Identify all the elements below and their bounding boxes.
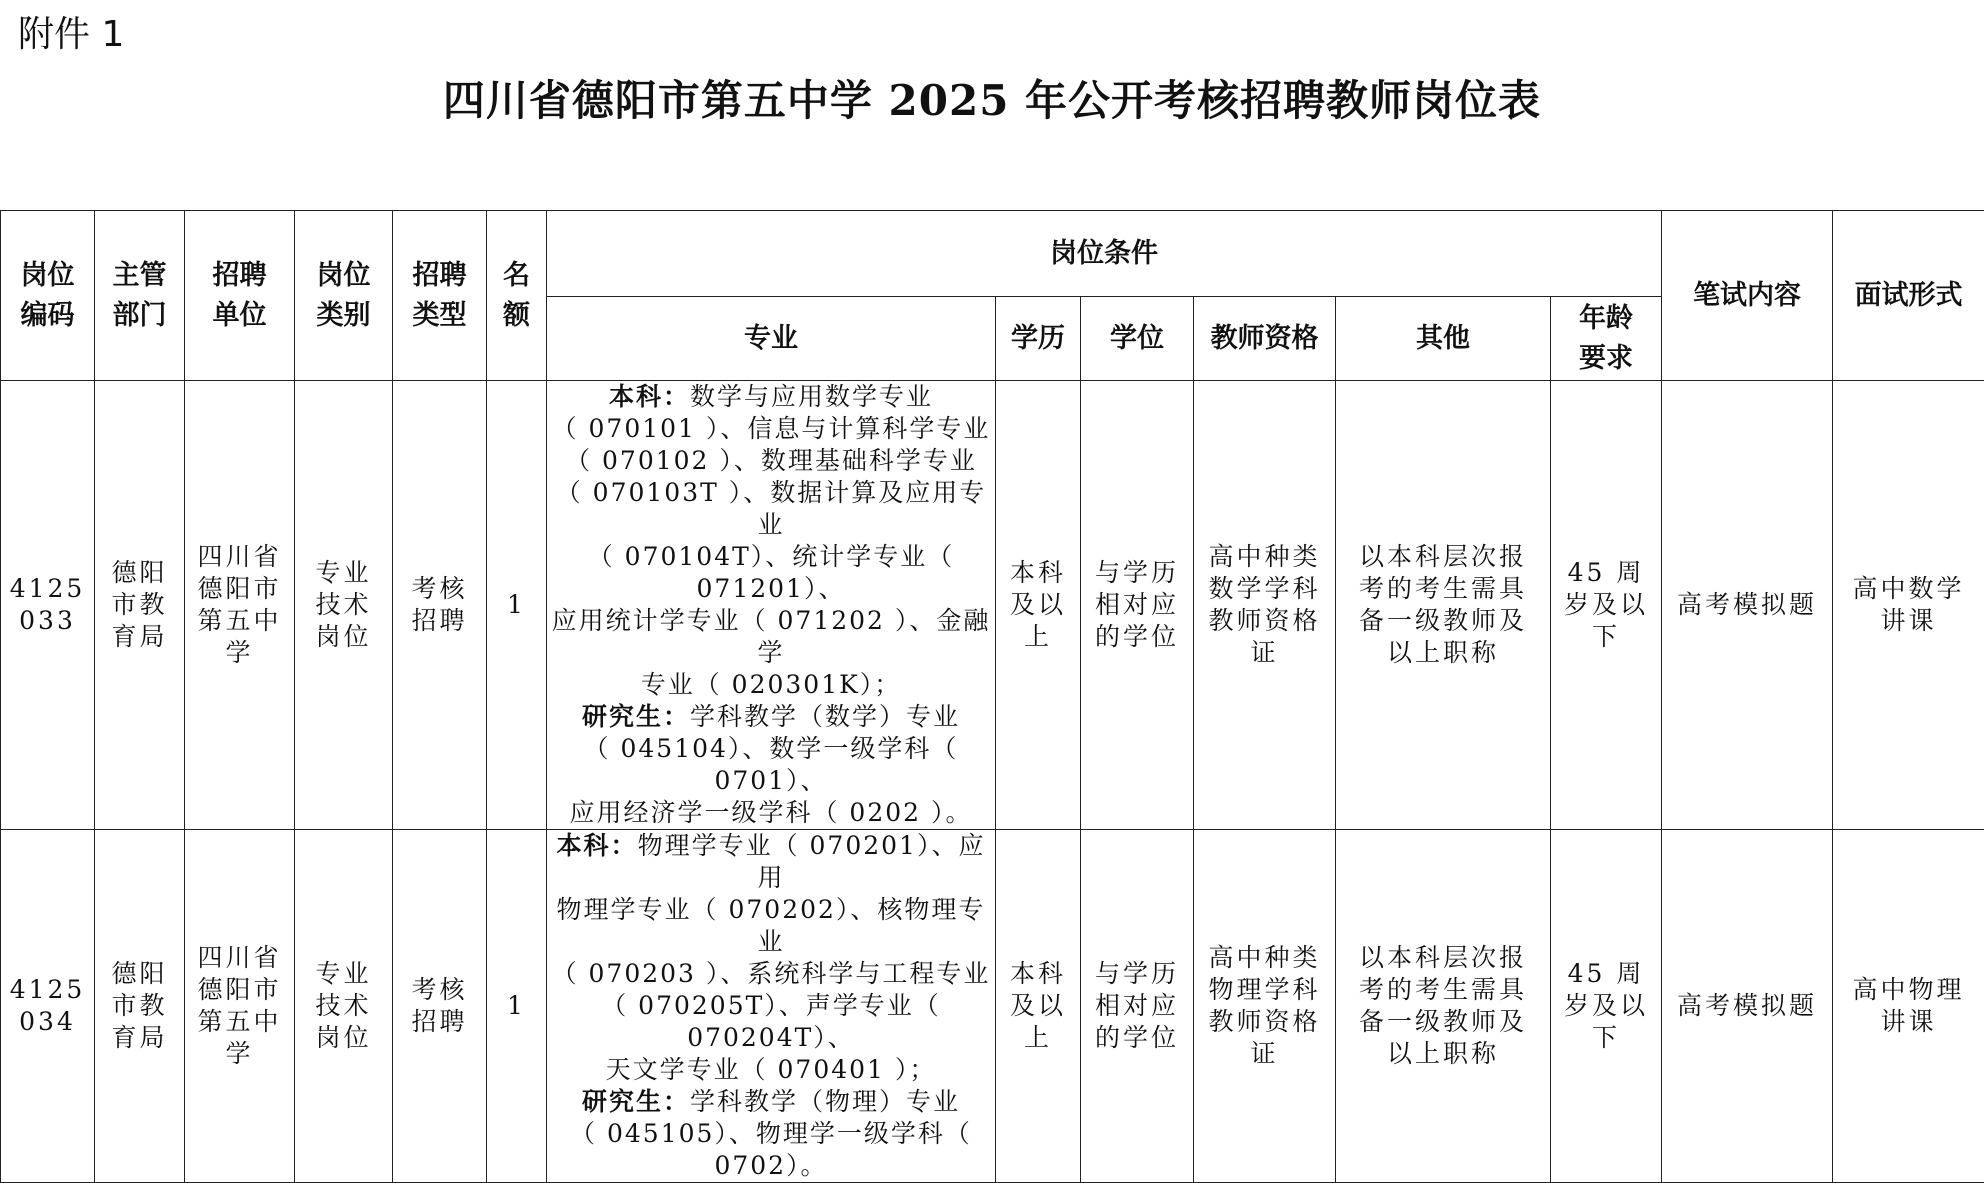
cell-degree: 与学历 相对应 的学位 bbox=[1081, 830, 1194, 1183]
cell-type: 考核 招聘 bbox=[393, 830, 487, 1183]
header-dept: 主管 部门 bbox=[95, 211, 185, 381]
cell-qualification: 高中种类 物理学科 教师资格 证 bbox=[1194, 830, 1336, 1183]
header-code: 岗位 编码 bbox=[1, 211, 95, 381]
header-qualification: 教师资格 bbox=[1194, 297, 1336, 381]
grad-label: 研究生： bbox=[582, 702, 690, 731]
undergrad-label: 本科： bbox=[557, 831, 638, 860]
cell-education: 本科 及以 上 bbox=[996, 830, 1081, 1183]
cell-age: 45 周 岁及以 下 bbox=[1551, 830, 1662, 1183]
cell-qualification: 高中种类 数学学科 教师资格 证 bbox=[1194, 381, 1336, 830]
header-interview: 面试形式 bbox=[1833, 211, 1984, 381]
header-written: 笔试内容 bbox=[1662, 211, 1833, 381]
header-type: 招聘 类型 bbox=[393, 211, 487, 381]
cell-degree: 与学历 相对应 的学位 bbox=[1081, 381, 1194, 830]
cell-dept: 德阳 市教 育局 bbox=[95, 830, 185, 1183]
table-row bbox=[1, 381, 1984, 830]
cell-quota: 1 bbox=[487, 830, 547, 1183]
cell-dept: 德阳 市教 育局 bbox=[95, 381, 185, 830]
header-row-top bbox=[1, 211, 1984, 297]
annex-label: 附件 1 bbox=[18, 6, 124, 57]
cell-interview: 高中物理 讲课 bbox=[1833, 830, 1984, 1183]
job-table bbox=[0, 210, 1984, 1183]
cell-major: 本科：物理学专业（ 070201）、应用 物理学专业（ 070202）、核物理专业 （ 070203 ）、系统科学与工程专业 （ 070205T）、声学专业（ 070204T）、 天文学专业（ 070401 ）； 研究生：学科教学（物理）专业 （ 045105）、物理学一级学科（ 0702）。 bbox=[547, 830, 996, 1183]
cell-education: 本科 及以 上 bbox=[996, 381, 1081, 830]
header-degree: 学位 bbox=[1081, 297, 1194, 381]
cell-other: 以本科层次报 考的考生需具 备一级教师及 以上职称 bbox=[1336, 830, 1551, 1183]
cell-category: 专业 技术 岗位 bbox=[295, 381, 393, 830]
cell-type: 考核 招聘 bbox=[393, 381, 487, 830]
grad-label: 研究生： bbox=[582, 1087, 690, 1116]
header-conditions: 岗位条件 bbox=[547, 211, 1662, 297]
cell-interview: 高中数学 讲课 bbox=[1833, 381, 1984, 830]
header-other: 其他 bbox=[1336, 297, 1551, 381]
header-education: 学历 bbox=[996, 297, 1081, 381]
cell-unit: 四川省 德阳市 第五中 学 bbox=[185, 381, 295, 830]
page-title: 四川省德阳市第五中学 2025 年公开考核招聘教师岗位表 bbox=[0, 68, 1984, 128]
cell-category: 专业 技术 岗位 bbox=[295, 830, 393, 1183]
cell-unit: 四川省 德阳市 第五中 学 bbox=[185, 830, 295, 1183]
header-unit: 招聘 单位 bbox=[185, 211, 295, 381]
table-row bbox=[1, 830, 1984, 1183]
header-quota: 名 额 bbox=[487, 211, 547, 381]
cell-code: 4125 034 bbox=[1, 830, 95, 1183]
cell-quota: 1 bbox=[487, 381, 547, 830]
header-age: 年龄 要求 bbox=[1551, 297, 1662, 381]
cell-major: 本科：数学与应用数学专业 （ 070101 ）、信息与计算科学专业 （ 070102 ）、数理基础科学专业 （ 070103T ）、数据计算及应用专业 （ 070104T）、统计学专业（ 071201）、 应用统计学专业（ 071202 ）、金融学 专业（ 020301K）； 研究生：学科教学（数学）专业 （ 045104）、数学一级学科（ 0701）、 应用经济学一级学科（ 0202 ）。 bbox=[547, 381, 996, 830]
header-major: 专业 bbox=[547, 297, 996, 381]
header-category: 岗位 类别 bbox=[295, 211, 393, 381]
undergrad-label: 本科： bbox=[609, 382, 690, 411]
cell-age: 45 周 岁及以 下 bbox=[1551, 381, 1662, 830]
cell-code: 4125 033 bbox=[1, 381, 95, 830]
cell-written: 高考模拟题 bbox=[1662, 381, 1833, 830]
cell-written: 高考模拟题 bbox=[1662, 830, 1833, 1183]
cell-other: 以本科层次报 考的考生需具 备一级教师及 以上职称 bbox=[1336, 381, 1551, 830]
